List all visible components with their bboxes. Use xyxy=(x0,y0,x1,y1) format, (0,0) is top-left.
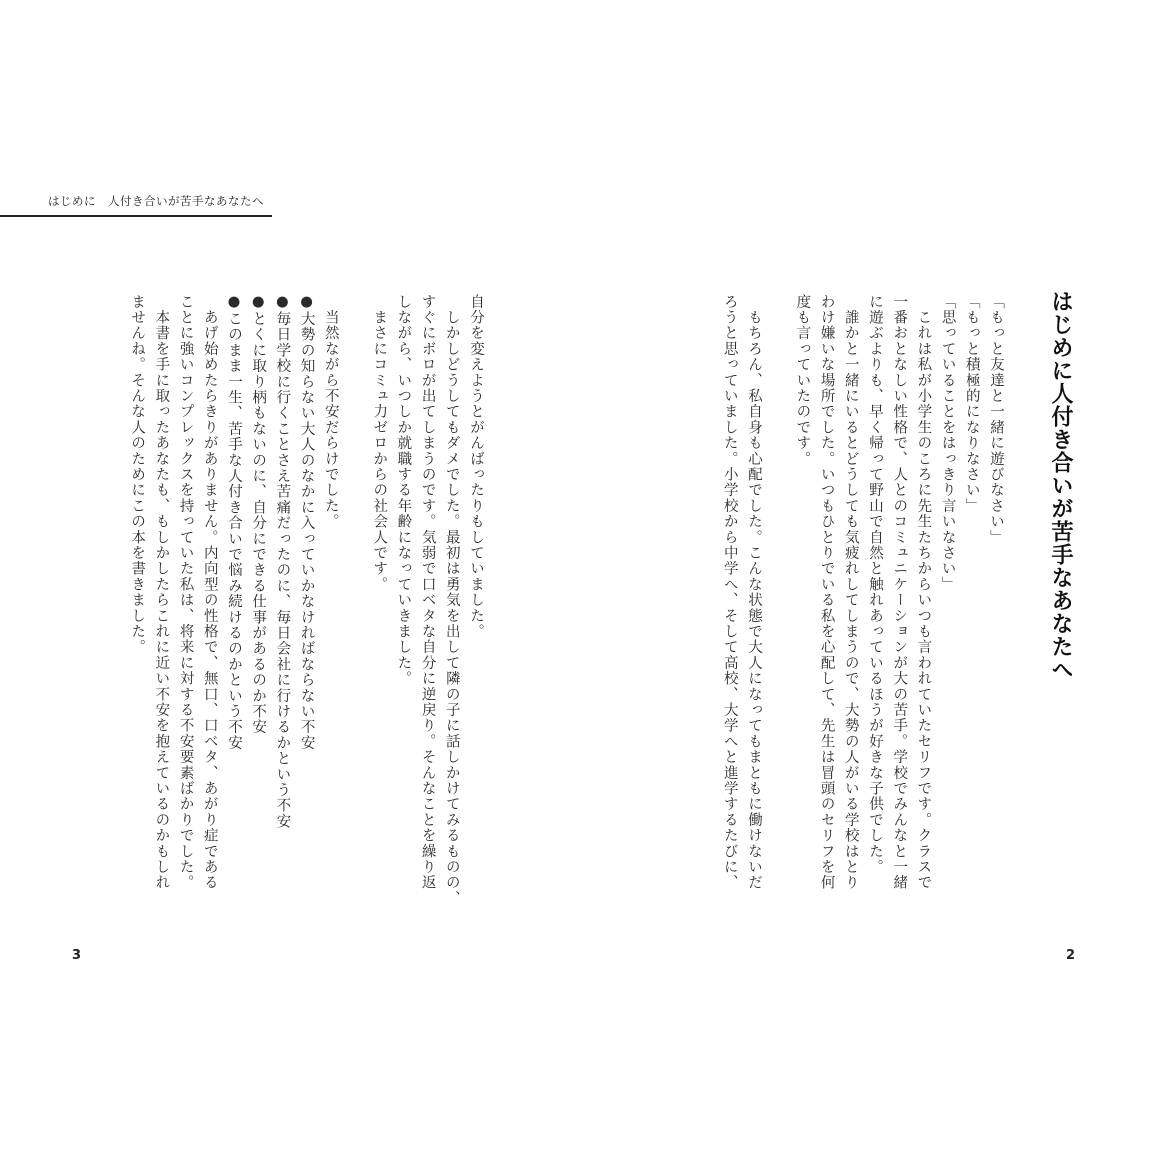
body-line: 度も言っていたのです。 xyxy=(794,294,811,467)
body-line xyxy=(766,294,790,914)
body-line: に遊ぶよりも、早く帰って野山で自然と触れあっているほうが好きな子供でした。 xyxy=(866,294,883,875)
body-line: 「もっと積極的になりなさい」 xyxy=(963,294,980,514)
body-line: 誰かと一緒にいるとどうしても気疲れしてしまうので、大勢の人がいる学校はとり xyxy=(842,294,859,891)
body-line: ことに強いコンプレックスを持っていた私は、将来に対する不安要素ばかりでした。 xyxy=(177,294,194,891)
body-line: ませんね。そんな人のためにこの本を書きました。 xyxy=(129,294,146,656)
running-header-text: はじめに 人付き合いが苦手なあなたへ xyxy=(48,194,264,208)
body-line: まさにコミュ力ゼロからの社会人です。 xyxy=(371,294,388,593)
page-number-right: 2 xyxy=(1066,948,1076,963)
body-line xyxy=(343,294,367,914)
body-line: しながら、いつしか就職する年齢になっていきました。 xyxy=(395,294,412,687)
chapter-title-main: 人付き合いが苦手なあなたへ xyxy=(1048,382,1073,681)
body-line: もちろん、私自身も心配でした。こんな状態で大人になってもまともに働けないだ xyxy=(745,294,762,891)
body-line: 当然ながら不安だらけでした。 xyxy=(322,294,339,530)
chapter-title-lead: はじめに xyxy=(1048,290,1073,382)
body-line: 本書を手に取ったあなたも、もしかしたらこれに近い不安を抱えているのかもしれ xyxy=(153,294,170,891)
body-line: しかしどうしてもダメでした。最初は勇気を出して隣の子に話しかけてみるものの、 xyxy=(443,294,460,907)
bullet-line: ●大勢の知らない大人のなかに入っていかなければならない不安 xyxy=(298,294,315,751)
running-header xyxy=(0,193,272,217)
body-line: わけ嫌いな場所でした。いつもひとりでいる私を心配して、先生は冒頭のセリフを何 xyxy=(818,294,835,891)
body-line: すぐにボロが出てしまうのです。気弱で口ベタな自分に逆戻り。そんなことを繰り返 xyxy=(419,294,436,891)
body-line: あげ始めたらきりがありません。内向型の性格で、無口、口ベタ、あがり症である xyxy=(201,294,218,891)
body-line: 「もっと友達と一緒に遊びなさい」 xyxy=(988,294,1004,546)
body-line: 「思っていることをはっきり言いなさい」 xyxy=(939,294,956,593)
chapter-title xyxy=(1045,290,1076,681)
page-number-left: 3 xyxy=(72,948,82,963)
body-line: 自分を変えようとがんばったりもしていました。 xyxy=(468,294,484,640)
bullet-line: ●このまま一生、苦手な人付き合いで悩み続けるのかという不安 xyxy=(225,294,242,751)
body-line: ろうと思っていました。小学校から中学へ、そして高校、大学へと進学するたびに、 xyxy=(721,294,738,891)
bullet-line: ●とくに取り柄もないのに、自分にできる仕事があるのか不安 xyxy=(250,294,267,736)
left-page-body xyxy=(125,294,488,914)
body-line: これは私が小学生のころに先生たちからいつも言われていたセリフです。クラスで xyxy=(915,294,932,891)
right-page-body xyxy=(718,294,1008,914)
body-line: 一番おとなしい性格で、人とのコミュニケーションが大の苦手。学校でみんなと一緒 xyxy=(891,294,908,891)
bullet-line: ●毎日学校に行くことさえ苦痛だったのに、毎日会社に行けるかという不安 xyxy=(274,294,291,830)
